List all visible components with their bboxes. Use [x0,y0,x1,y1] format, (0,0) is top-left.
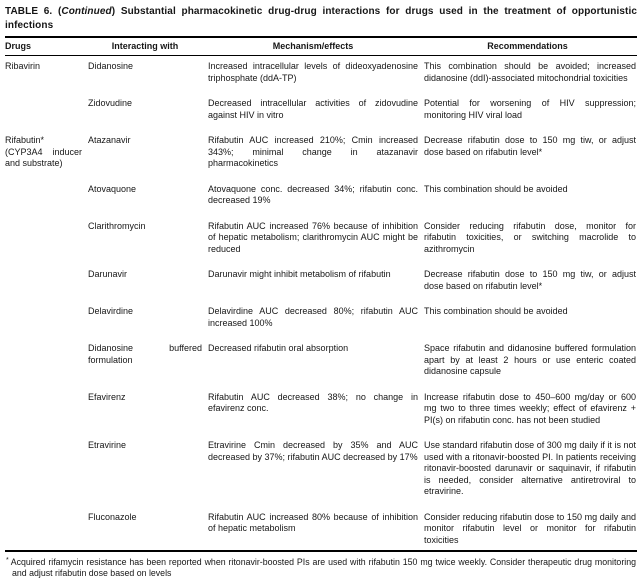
table-row [5,392,637,427]
cell-mechanism: Delavirdine AUC decreased 80%; rifabutin AUC increased 100% [208,306,418,328]
cell-drug [5,221,88,256]
footnote [5,552,637,579]
footnote-text: Acquired rifamycin resistance has been reported when ritonavir-boosted PIs are used with rifabutin 150 mg twice weekly. Consider therapeutic drug monitoring and adjust rifabutin dose based on levels [10,557,636,578]
cell-recommendation: Consider reducing rifabutin dose to 150 mg daily and monitor rifabutin level or monitor for rifabutin toxicities [424,511,636,545]
table-row [5,184,637,207]
cell-drug [5,440,88,498]
cell-mechanism: Rifabutin AUC decreased 38%; no change in efavirenz conc. [208,391,418,413]
cell-mechanism: Decreased intracellular activities of zidovudine against HIV in vitro [208,98,418,120]
cell-interacting: Didanosine [88,61,134,71]
table-title [5,5,637,32]
table-row [5,440,637,498]
table-row [5,98,637,121]
cell-mechanism: Etravirine Cmin decreased by 35% and AUC decreased by 37%; rifabutin AUC decreased by 17% [208,440,418,462]
table-row [5,343,637,378]
footnote-marker: * [6,557,9,564]
title-continued-label: Continued [61,6,112,17]
cell-drug [5,269,88,292]
table-row [5,512,637,547]
title-suffix: ) Substantial pharmacokinetic drug-drug interactions for drugs used in the treatment of opportunistic infections [5,6,637,31]
cell-drug: Rifabutin* (CYP3A4 inducer and substrate) [5,135,82,168]
table-body [5,61,637,546]
cell-interacting: Efavirenz [88,391,126,402]
cell-mechanism: Darunavir might inhibit metabolism of rifabutin [208,269,391,279]
cell-recommendation: This combination should be avoided [424,306,568,316]
cell-drug [5,343,88,378]
cell-recommendation: Use standard rifabutin dose of 300 mg daily if it is not used with a ritonavir-boosted PI. In patients receiving ritonavir-boosted darunavir or saquinavir, if rifabutin is needed, consider alternative antiretroviral to etravirine. [424,440,636,496]
cell-interacting: Delavirdine [88,306,134,316]
cell-recommendation: Space rifabutin and didanosine buffered formulation apart by at least 2 hours or use enteric coated didanosine capsule [424,343,636,376]
cell-mechanism: Rifabutin AUC increased 80% because of inhibition of hepatic metabolism [208,511,418,533]
cell-mechanism: Rifabutin AUC increased 210%; Cmin increased 343%; minimal change in atazanavir pharmacokinetics [208,135,418,168]
cell-recommendation: This combination should be avoided; increased didanosine (ddI)-associated mitochondrial toxicities [424,61,636,83]
table-row [5,135,637,170]
cell-drug [5,512,88,547]
table-row [5,269,637,292]
column-header-interacting-with: Interacting with [111,41,179,51]
cell-drug [5,98,88,121]
cell-interacting: Clarithromycin [88,220,146,231]
cell-recommendation: This combination should be avoided [424,183,568,194]
cell-recommendation: Potential for worsening of HIV suppression; monitoring HIV viral load [424,98,636,120]
cell-interacting: Atazanavir [88,135,131,145]
column-header-drugs: Drugs [5,41,32,51]
cell-recommendation: Decrease rifabutin dose to 150 mg tiw, or adjust dose based on rifabutin level* [424,269,636,291]
cell-interacting: Atovaquone [88,183,137,194]
cell-recommendation: Decrease rifabutin dose to 150 mg tiw, or adjust dose based on rifabutin level* [424,135,636,157]
cell-interacting: Didanosine buffered formulation [88,343,202,365]
table-header-row [5,36,637,56]
cell-recommendation: Increase rifabutin dose to 450–600 mg/day or 600 mg two to three times weekly; effect of efavirenz + PI(s) on rifabutin conc. has not been studied [424,391,636,425]
cell-mechanism: Atovaquone conc. decreased 34%; rifabutin conc. decreased 19% [208,183,418,205]
table-row [5,306,637,329]
cell-mechanism: Decreased rifabutin oral absorption [208,343,349,353]
table-row [5,221,637,256]
cell-interacting: Zidovudine [88,98,133,108]
cell-interacting: Etravirine [88,440,127,450]
table-row [5,61,637,84]
cell-mechanism: Increased intracellular levels of dideoxyadenosine triphosphate (ddA-TP) [208,61,418,83]
cell-recommendation: Consider reducing rifabutin dose, monitor for rifabutin toxicities, or switching macrolide to azithromycin [424,220,636,254]
column-header-mechanism-effects: Mechanism/effects [272,41,354,51]
title-prefix: TABLE 6. ( [5,6,62,17]
cell-interacting: Fluconazole [88,511,137,522]
cell-drug [5,392,88,427]
cell-drug: Ribavirin [5,61,41,71]
column-header-recommendations: Recommendations [487,41,568,51]
cell-mechanism: Rifabutin AUC increased 76% because of inhibition of hepatic metabolism; clarithromycin AUC might be reduced [208,220,418,254]
cell-drug [5,184,88,207]
cell-interacting: Darunavir [88,269,128,279]
cell-drug [5,306,88,329]
